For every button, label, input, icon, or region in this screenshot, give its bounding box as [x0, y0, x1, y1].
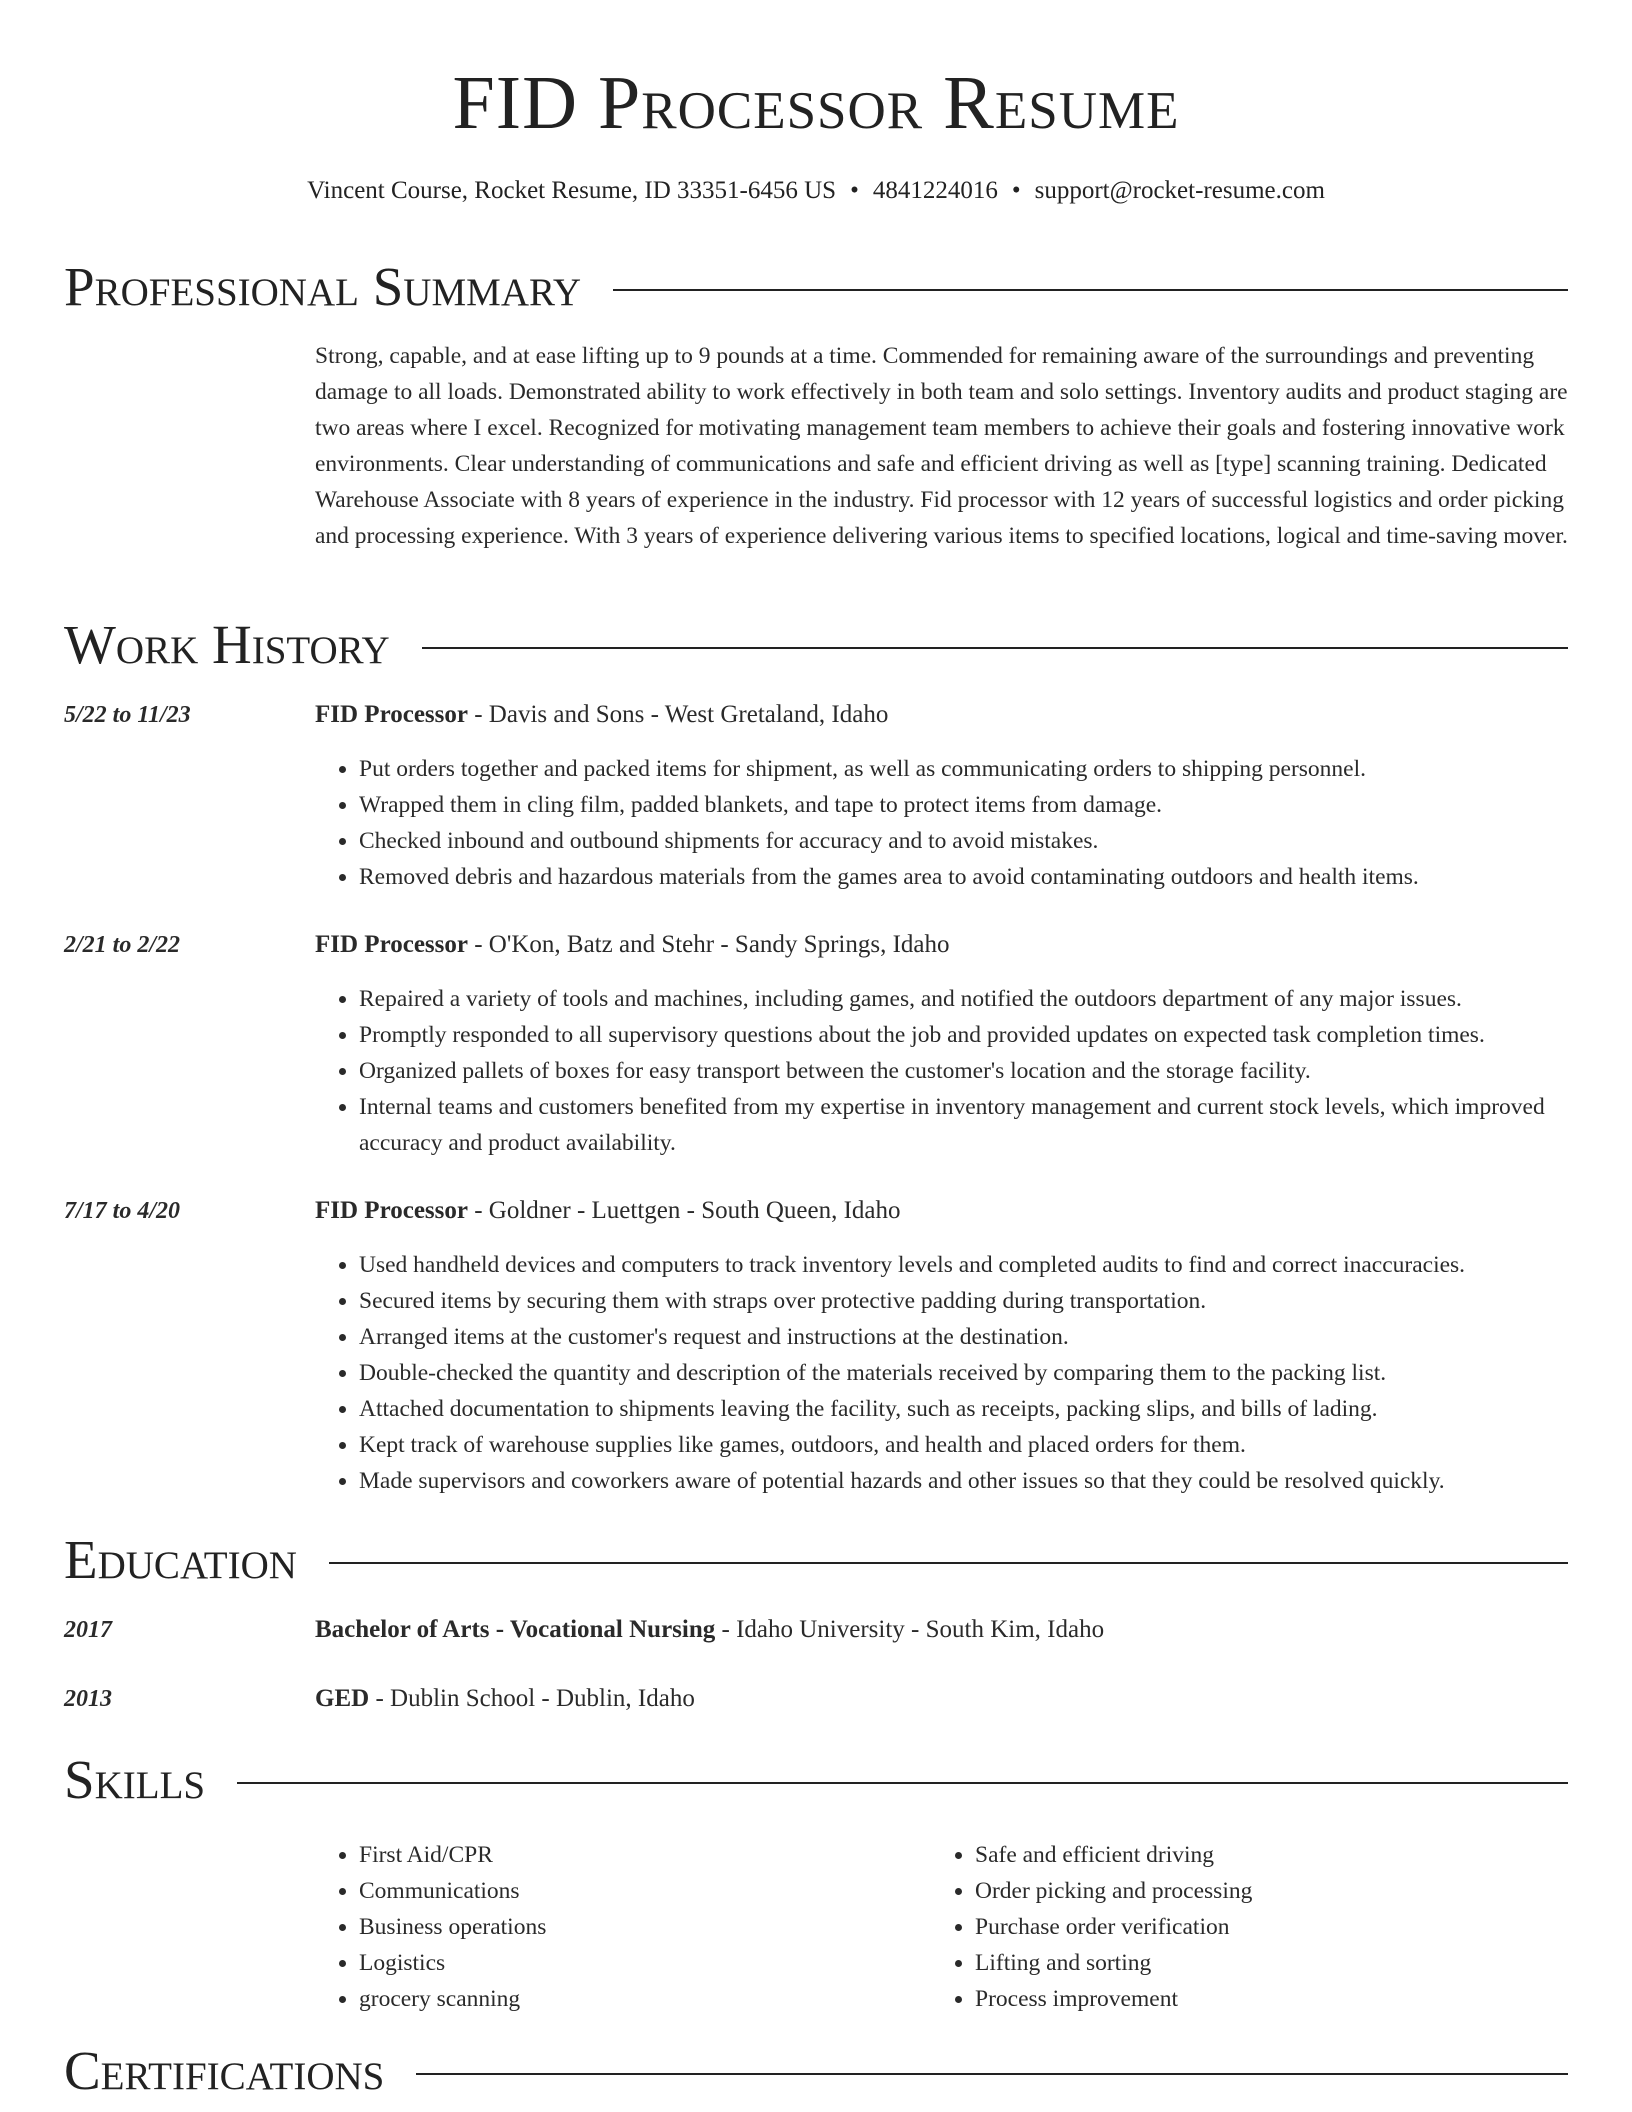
section-title: Professional Summary [64, 256, 582, 317]
section-divider [237, 1782, 1568, 1784]
skill-item: • Business operations [359, 1909, 915, 1945]
contact-address: Vincent Course, Rocket Resume, ID 33351-6456 US [307, 177, 837, 204]
job-title-line [315, 1194, 1570, 1228]
job-title-line [315, 928, 1570, 962]
list-item: • Made supervisors and coworkers aware of potential hazards and other issues so that they could be resolved quickly. [359, 1463, 1570, 1499]
list-item: • Kept track of warehouse supplies like games, outdoors, and health and placed orders for them. [359, 1427, 1570, 1463]
section-divider [422, 647, 1568, 649]
resume-title: FID Processor Resume [452, 61, 1180, 145]
contact-separator: • [1011, 177, 1021, 204]
contact-separator: • [850, 177, 859, 204]
job-role: FID Processor [315, 931, 468, 958]
section-divider [329, 1562, 1568, 1564]
list-item: • Wrapped them in cling film, padded blankets, and tape to protect items from damage. [359, 787, 1570, 823]
contact-email: support@rocket-resume.com [1034, 177, 1325, 204]
list-item: • Used handheld devices and computers to track inventory levels and completed audits to find and correct inaccuracies. [359, 1247, 1570, 1283]
contact-line [0, 174, 1632, 208]
section-title: Education [64, 1529, 297, 1590]
skill-item: • Safe and efficient driving [975, 1837, 1551, 1873]
list-item: • Attached documentation to shipments leaving the facility, such as receipts, packing slips, and bills of lading. [359, 1391, 1570, 1427]
skill-item: • Order picking and processing [975, 1873, 1551, 1909]
contact-phone: 4841224016 [872, 177, 998, 204]
skills-list-right [931, 1837, 1551, 2017]
section-header-certifications [64, 2038, 1568, 2104]
summary-paragraph: Strong, capable, and at ease lifting up to 9 pounds at a time. Commended for remaining aware of the surroundings and preventing damage to all loads. Demonstrated ability to work effectively in both team and solo settings. Inventory audits and product staging are two areas where I excel. Recognized for motivating management team members to achieve their goals and fostering innovative work environments. Clear understanding of communications and safe and efficient driving as well as [type] scanning training. Dedicated Warehouse Associate with 8 years of experience in the industry. Fid processor with 12 years of successful logistics and order picking and processing experience. With 3 years of experience delivering various items to specified locations, logical and time-saving mover. [315, 343, 1568, 549]
section-header-education [64, 1527, 1568, 1593]
skills-list-left [315, 1837, 915, 2017]
list-item: • Repaired a variety of tools and machines, including games, and notified the outdoors department of any major issues. [359, 981, 1570, 1017]
job-employer: - Davis and Sons - West Gretaland, Idaho [467, 701, 889, 728]
job-bullets [315, 1247, 1570, 1499]
skill-item: • Communications [359, 1873, 915, 1909]
education-school: - Dublin School - Dublin, Idaho [369, 1685, 695, 1712]
section-title: Work History [64, 614, 390, 675]
skill-item: • grocery scanning [359, 1981, 915, 2017]
section-header-summary [64, 254, 1568, 320]
skill-item: • Logistics [359, 1945, 915, 1981]
job-role: FID Processor [315, 701, 468, 728]
skill-item: • First Aid/CPR [359, 1837, 915, 1873]
job-role: FID Processor [315, 1197, 468, 1224]
job-dates: 2/21 to 2/22 [64, 932, 181, 958]
job-employer: - Goldner - Luettgen - South Queen, Idaho [467, 1197, 901, 1224]
list-item: • Promptly responded to all supervisory questions about the job and provided updates on expected task completion times. [359, 1017, 1570, 1053]
education-line [315, 1682, 1570, 1716]
list-item: • Checked inbound and outbound shipments for accuracy and to avoid mistakes. [359, 823, 1570, 859]
skill-item: • Lifting and sorting [975, 1945, 1551, 1981]
section-title: Skills [64, 1749, 206, 1810]
job-dates: 7/17 to 4/20 [64, 1198, 181, 1224]
section-divider [613, 289, 1568, 291]
job-dates: 5/22 to 11/23 [64, 702, 191, 728]
education-degree: Bachelor of Arts - Vocational Nursing [315, 1616, 716, 1643]
skill-item: • Process improvement [975, 1981, 1551, 2017]
education-school: - Idaho University - South Kim, Idaho [715, 1616, 1105, 1643]
list-item: • Arranged items at the customer's request and instructions at the destination. [359, 1319, 1570, 1355]
list-item: • Secured items by securing them with straps over protective padding during transportation. [359, 1283, 1570, 1319]
list-item: • Organized pallets of boxes for easy transport between the customer's location and the storage facility. [359, 1053, 1570, 1089]
section-divider [416, 2073, 1568, 2075]
section-header-skills [64, 1747, 1568, 1813]
section-title: Certifications [64, 2040, 385, 2101]
job-bullets [315, 751, 1570, 895]
list-item: • Internal teams and customers benefited from my expertise in inventory management and current stock levels, which improved accuracy and product availability. [359, 1089, 1570, 1161]
job-bullets [315, 981, 1570, 1161]
section-header-work-history [64, 612, 1568, 678]
job-employer: - O'Kon, Batz and Stehr - Sandy Springs, Idaho [467, 931, 950, 958]
list-item: • Removed debris and hazardous materials from the games area to avoid contaminating outdoors and health items. [359, 859, 1570, 895]
education-line [315, 1613, 1570, 1647]
list-item: • Put orders together and packed items for shipment, as well as communicating orders to shipping personnel. [359, 751, 1570, 787]
education-year: 2017 [64, 1617, 112, 1643]
list-item: • Double-checked the quantity and description of the materials received by comparing them to the packing list. [359, 1355, 1570, 1391]
skill-item: • Purchase order verification [975, 1909, 1551, 1945]
education-degree: GED [315, 1685, 370, 1712]
education-year: 2013 [64, 1686, 112, 1712]
job-title-line [315, 698, 1570, 732]
